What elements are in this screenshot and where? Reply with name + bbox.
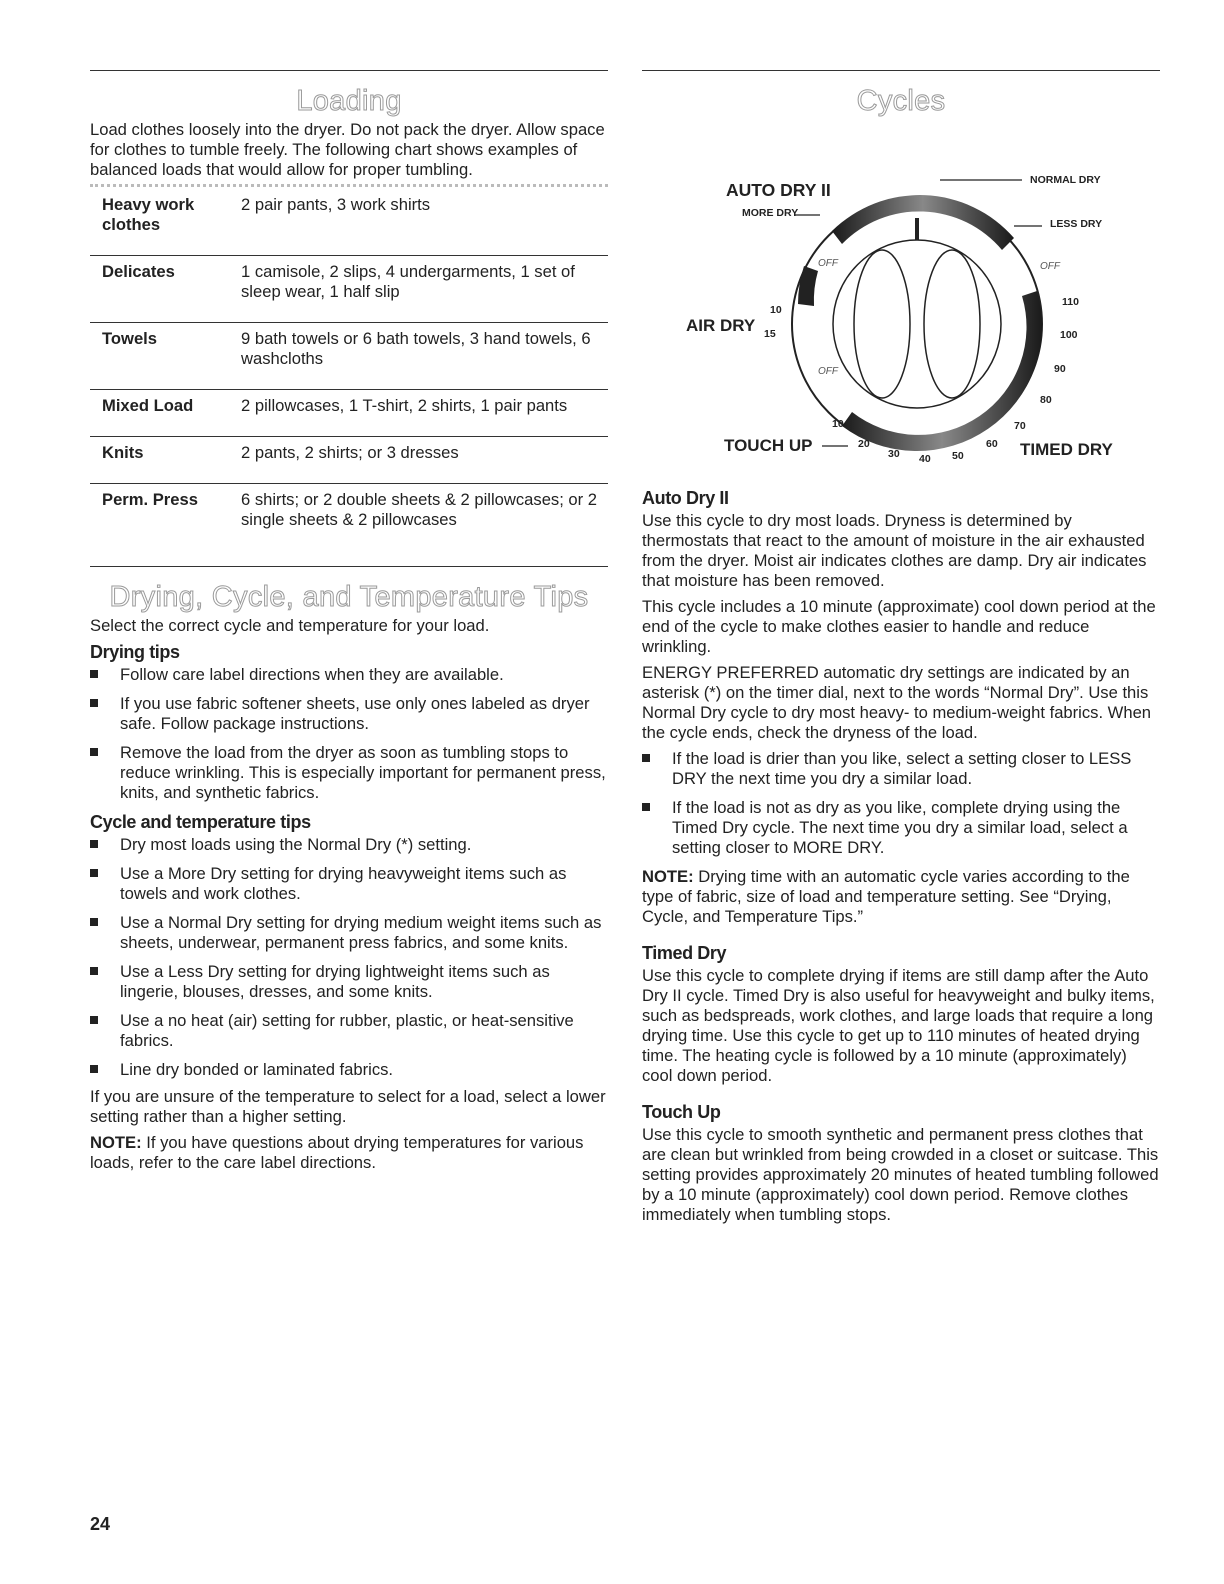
- list-item-text: Use a More Dry setting for drying heavyweight items such as towels and work clothes.: [120, 864, 567, 903]
- knob-grip-left: [854, 250, 910, 398]
- bullet-icon: [90, 748, 98, 756]
- load-type: Heavy work clothes: [102, 195, 195, 234]
- bullet-icon: [90, 840, 98, 848]
- cycle-tips-list: [90, 835, 608, 1080]
- list-item-text: Line dry bonded or laminated fabrics.: [120, 1060, 394, 1079]
- list-item-text: Remove the load from the dryer as soon as tumbling stops to reduce wrinkling. This is especially important for permanent press, knits, and synthetic fabrics.: [120, 743, 606, 802]
- tips-note: [90, 1133, 608, 1173]
- loading-table: [90, 187, 608, 550]
- timed-dry-label: TIMED DRY: [1020, 440, 1113, 459]
- list-item-text: Dry most loads using the Normal Dry (*) setting.: [120, 835, 472, 854]
- list-item: [90, 1060, 608, 1080]
- list-item-text: Follow care label directions when they are available.: [120, 665, 504, 684]
- bullet-icon: [90, 1016, 98, 1024]
- list-item: [90, 835, 608, 855]
- load-contents: 2 pair pants, 3 work shirts: [241, 195, 431, 214]
- auto-dry-p1: Use this cycle to dry most loads. Dryness is determined by thermostats that react to the amount of moisture in the air exhausted from the dryer. Moist air indicates clothes are damp. Dry air indicates that moisture has been removed.: [642, 511, 1147, 590]
- time-70: 70: [1014, 420, 1026, 432]
- touch-up-heading: Touch Up: [642, 1102, 721, 1122]
- air-dry-15: 15: [764, 328, 776, 340]
- list-item-text: If you use fabric softener sheets, use only ones labeled as dryer safe. Follow package instructions.: [120, 694, 590, 733]
- list-item: [90, 962, 608, 1002]
- bullet-icon: [90, 967, 98, 975]
- list-item: [642, 749, 1160, 789]
- more-dry-label: MORE DRY: [742, 207, 799, 219]
- load-type: Mixed Load: [102, 396, 194, 415]
- bullet-icon: [642, 754, 650, 762]
- loading-intro: Load clothes loosely into the dryer. Do not pack the dryer. Allow space for clothes to tumble freely. The following chart shows examples of balanced loads that would allow for proper tumbling.: [90, 120, 605, 179]
- list-item-text: Use a no heat (air) setting for rubber, plastic, or heat-sensitive fabrics.: [120, 1011, 574, 1050]
- load-contents: 1 camisole, 2 slips, 4 undergarments, 1 set of sleep wear, 1 half slip: [241, 262, 575, 301]
- bullet-icon: [642, 803, 650, 811]
- load-contents: 9 bath towels or 6 bath towels, 3 hand towels, 6 washcloths: [241, 329, 591, 368]
- air-dry-10: 10: [770, 304, 782, 316]
- bullet-icon: [90, 918, 98, 926]
- touch-up-label: TOUCH UP: [724, 436, 813, 455]
- tips-title: Drying, Cycle, and Temperature Tips: [109, 581, 589, 613]
- list-item-text: If the load is drier than you like, select a setting closer to LESS DRY the next time you dry a similar load.: [672, 749, 1132, 788]
- top-rule: [90, 70, 608, 71]
- drying-tips-list: [90, 665, 608, 803]
- time-50: 50: [952, 450, 964, 462]
- load-contents: 2 pants, 2 shirts; or 3 dresses: [241, 443, 459, 462]
- timed-dry-paragraph: Use this cycle to complete drying if items are still damp after the Auto Dry II cycle. Timed Dry is also useful for heavyweight and bulky items, such as bedspreads, work clothes, and large loads that require a long drying time. Use this cycle to get up to 110 minutes of heated drying time. The heating cycle is followed by a 10 minute (approximately) cool down period.: [642, 966, 1155, 1085]
- list-item: [90, 665, 608, 685]
- right-column: [642, 70, 1160, 1231]
- page-number: 24: [90, 1514, 111, 1534]
- air-dry-label: AIR DRY: [686, 316, 756, 335]
- time-80: 80: [1040, 394, 1052, 406]
- time-20: 20: [858, 438, 870, 450]
- bullet-icon: [90, 670, 98, 678]
- note-text: If you have questions about drying temperatures for various loads, refer to the care label directions.: [90, 1133, 584, 1172]
- off-label: OFF: [818, 258, 838, 269]
- table-row: [90, 256, 608, 323]
- tips-intro: Select the correct cycle and temperature for your load.: [90, 616, 490, 635]
- temp-100: 100: [1060, 329, 1078, 341]
- auto-dry-p2: This cycle includes a 10 minute (approximate) cool down period at the end of the cycle to make clothes easier to handle and reduce wrinkling.: [642, 597, 1156, 656]
- list-item-text: If the load is not as dry as you like, complete drying using the Timed Dry cycle. The next time you dry a similar load, select a setting closer to MORE DRY.: [672, 798, 1128, 857]
- load-type: Delicates: [102, 262, 175, 281]
- off-label: OFF: [1040, 261, 1060, 272]
- auto-dry-heading: Auto Dry II: [642, 488, 729, 508]
- table-row: [90, 187, 608, 256]
- bullet-icon: [90, 869, 98, 877]
- top-rule: [642, 70, 1160, 71]
- load-type: Perm. Press: [102, 490, 198, 509]
- table-row: [90, 484, 608, 551]
- timer-dial: [642, 116, 1160, 476]
- unsure-paragraph: If you are unsure of the temperature to select for a load, select a lower setting rather than a higher setting.: [90, 1087, 606, 1126]
- normal-dry-label: NORMAL DRY: [1030, 174, 1101, 186]
- list-item: [90, 864, 608, 904]
- cycle-tips-heading: Cycle and temperature tips: [90, 812, 311, 832]
- auto-dry-p3: ENERGY PREFERRED automatic dry settings are indicated by an asterisk (*) on the timer dial, next to the words “Normal Dry”. Use this Normal Dry cycle to dry most heavy- to medium-weight fabrics. When the cycle ends, check the dryness of the load.: [642, 663, 1152, 742]
- time-90: 90: [1054, 363, 1066, 375]
- list-item: [90, 913, 608, 953]
- note-text: Drying time with an automatic cycle varies according to the type of fabric, size of load and temperature setting. See “Drying, Cycle, and Temperature Tips.”: [642, 867, 1130, 926]
- list-item-text: Use a Less Dry setting for drying lightweight items such as lingerie, blouses, dresses, and some knits.: [120, 962, 550, 1001]
- dial-indicator: [915, 218, 919, 240]
- bullet-icon: [90, 699, 98, 707]
- left-column: [90, 70, 608, 1179]
- time-30: 30: [888, 448, 900, 460]
- time-10: 10: [832, 418, 844, 430]
- bullet-icon: [90, 1065, 98, 1073]
- load-type: Knits: [102, 443, 144, 462]
- list-item: [90, 1011, 608, 1051]
- section-rule: [90, 566, 608, 567]
- temp-110: 110: [1062, 296, 1079, 308]
- auto-dry-list: [642, 749, 1160, 858]
- time-60: 60: [986, 438, 998, 450]
- load-contents: 2 pillowcases, 1 T-shirt, 2 shirts, 1 pair pants: [241, 396, 568, 415]
- drying-tips-heading: Drying tips: [90, 642, 180, 662]
- touch-up-paragraph: Use this cycle to smooth synthetic and permanent press clothes that are clean but wrinkled from being crowded in a closet or suitcase. This setting provides approximately 20 minutes of heated tumbling followed by a 10 minute (approximately) cool down period. Remove clothes immediately when tumbling stops.: [642, 1125, 1159, 1224]
- table-row: [90, 323, 608, 390]
- note-label: NOTE:: [90, 1133, 142, 1152]
- knob-grip-right: [924, 250, 980, 398]
- load-contents: 6 shirts; or 2 double sheets & 2 pillowcases; or 2 single sheets & 2 pillowcases: [241, 490, 598, 529]
- cycles-title: Cycles: [856, 85, 946, 117]
- off-label: OFF: [818, 366, 838, 377]
- list-item: [90, 694, 608, 734]
- auto-dry-label: AUTO DRY II: [726, 180, 831, 200]
- list-item: [90, 743, 608, 803]
- less-dry-label: LESS DRY: [1050, 218, 1103, 230]
- cycle-dial-figure: [642, 116, 1160, 476]
- load-type: Towels: [102, 329, 158, 348]
- list-item: [642, 798, 1160, 858]
- note-label: NOTE:: [642, 867, 694, 886]
- timed-dry-heading: Timed Dry: [642, 943, 727, 963]
- auto-dry-note: [642, 867, 1160, 927]
- time-40: 40: [919, 453, 931, 465]
- list-item-text: Use a Normal Dry setting for drying medium weight items such as sheets, underwear, permanent press fabrics, and some knits.: [120, 913, 602, 952]
- table-row: [90, 437, 608, 484]
- table-row: [90, 390, 608, 437]
- loading-title: Loading: [296, 85, 402, 117]
